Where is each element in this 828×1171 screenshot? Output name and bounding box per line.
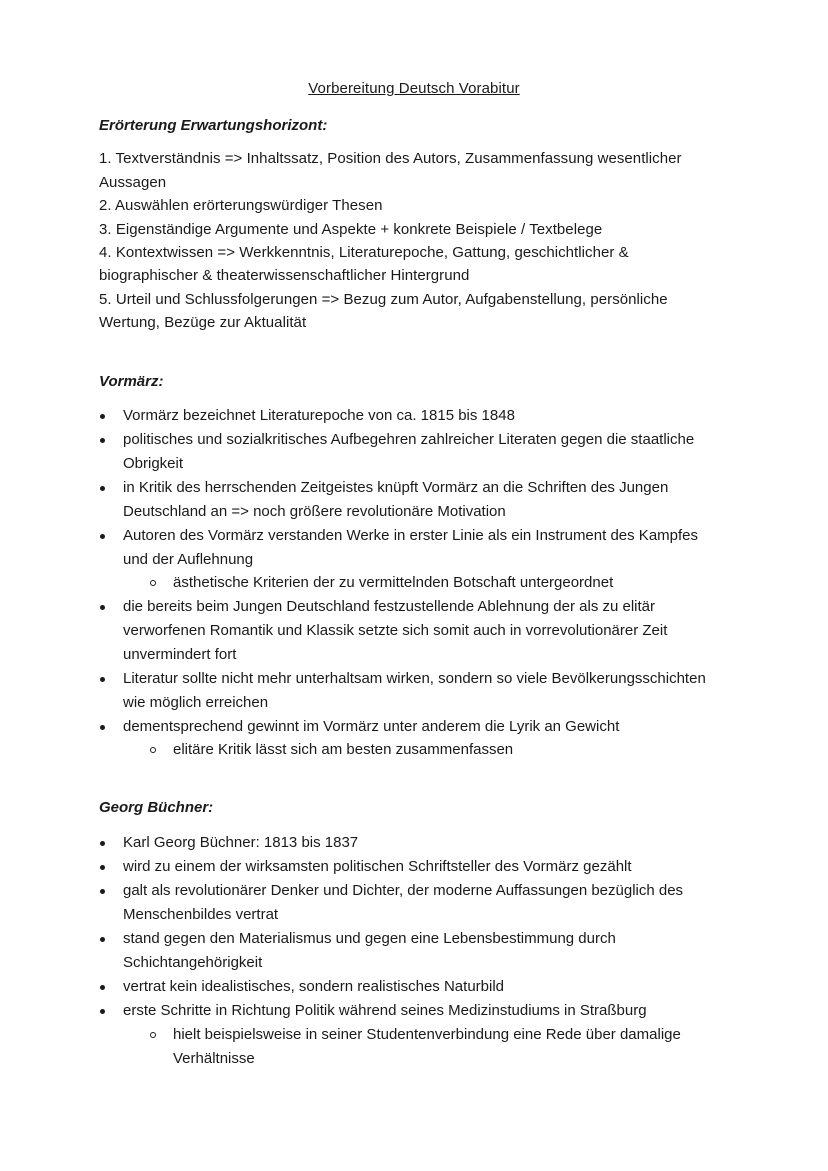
list-item: dementsprechend gewinnt im Vormärz unter anderem die Lyrik an Gewicht <box>123 718 620 735</box>
bullet-icon <box>100 1009 105 1014</box>
list-item: in Kritik des herrschenden Zeitgeistes knüpft Vormärz an die Schriften des Jungen <box>123 479 669 496</box>
sub-bullet-icon <box>150 1032 156 1038</box>
list-item: galt als revolutionärer Denker und Dichter, der moderne Auffassungen bezüglich des <box>123 882 684 899</box>
list-item: stand gegen den Materialismus und gegen eine Lebensbestimmung durch <box>123 930 616 947</box>
bullet-icon <box>100 937 105 942</box>
text-line: 1. Textverständnis => Inhaltssatz, Position des Autors, Zusammenfassung wesentlicher <box>99 150 682 167</box>
list-item-continuation: und der Auflehnung <box>123 551 254 568</box>
bullet-icon <box>100 534 105 539</box>
list-item: politisches und sozialkritisches Aufbegehren zahlreicher Literaten gegen die staatliche <box>123 431 695 448</box>
list-item-continuation: Obrigkeit <box>123 455 184 472</box>
bullet-icon <box>100 414 105 419</box>
sub-list-item-continuation: Verhältnisse <box>173 1050 255 1067</box>
sub-list-item: hielt beispielsweise in seiner Studentenverbindung eine Rede über damalige <box>173 1026 681 1043</box>
sub-bullet-icon <box>150 580 156 586</box>
bullet-icon <box>100 605 105 610</box>
bullet-icon <box>100 865 105 870</box>
bullet-icon <box>100 889 105 894</box>
list-item: Vormärz bezeichnet Literaturepoche von ca. 1815 bis 1848 <box>123 407 515 424</box>
section-heading-vormaerz: Vormärz: <box>99 373 164 390</box>
text-line: 5. Urteil und Schlussfolgerungen => Bezug zum Autor, Aufgabenstellung, persönliche <box>99 291 668 308</box>
bullet-icon <box>100 486 105 491</box>
bullet-icon <box>100 841 105 846</box>
text-line: biographischer & theaterwissenschaftlicher Hintergrund <box>99 267 470 284</box>
list-item-continuation: verworfenen Romantik und Klassik setzte sich somit auch in vorrevolutionärer Zeit <box>123 622 668 639</box>
list-item: Karl Georg Büchner: 1813 bis 1837 <box>123 834 359 851</box>
sub-bullet-icon <box>150 747 156 753</box>
sub-list-item: ästhetische Kriterien der zu vermittelnden Botschaft untergeordnet <box>173 574 614 591</box>
list-item: Literatur sollte nicht mehr unterhaltsam wirken, sondern so viele Bevölkerungsschichten <box>123 670 706 687</box>
document-title: Vorbereitung Deutsch Vorabitur <box>308 80 520 97</box>
text-line: Aussagen <box>99 174 167 191</box>
text-line: 4. Kontextwissen => Werkkenntnis, Literaturepoche, Gattung, geschichtlicher & <box>99 244 629 261</box>
section-heading-eroerterung: Erörterung Erwartungshorizont: <box>99 117 328 134</box>
bullet-icon <box>100 438 105 443</box>
list-item: wird zu einem der wirksamsten politischen Schriftsteller des Vormärz gezählt <box>123 858 632 875</box>
text-line: 3. Eigenständige Argumente und Aspekte + konkrete Beispiele / Textbelege <box>99 221 603 238</box>
list-item-continuation: wie möglich erreichen <box>123 694 269 711</box>
list-item-continuation: Menschenbildes vertrat <box>123 906 279 923</box>
list-item: vertrat kein idealistisches, sondern realistisches Naturbild <box>123 978 505 995</box>
list-item-continuation: Deutschland an => noch größere revolutionäre Motivation <box>123 503 506 520</box>
text-line: 2. Auswählen erörterungswürdiger Thesen <box>99 197 383 214</box>
list-item: die bereits beim Jungen Deutschland festzustellende Ablehnung der als zu elitär <box>123 598 656 615</box>
list-item-continuation: unvermindert fort <box>123 646 237 663</box>
bullet-icon <box>100 725 105 730</box>
section-heading-buechner: Georg Büchner: <box>99 799 214 816</box>
bullet-icon <box>100 985 105 990</box>
bullet-icon <box>100 677 105 682</box>
list-item-continuation: Schichtangehörigkeit <box>123 954 263 971</box>
list-item: erste Schritte in Richtung Politik während seines Medizinstudiums in Straßburg <box>123 1002 647 1019</box>
text-line: Wertung, Bezüge zur Aktualität <box>99 314 307 331</box>
sub-list-item: elitäre Kritik lässt sich am besten zusammenfassen <box>173 741 514 758</box>
list-item: Autoren des Vormärz verstanden Werke in erster Linie als ein Instrument des Kampfes <box>123 527 699 544</box>
